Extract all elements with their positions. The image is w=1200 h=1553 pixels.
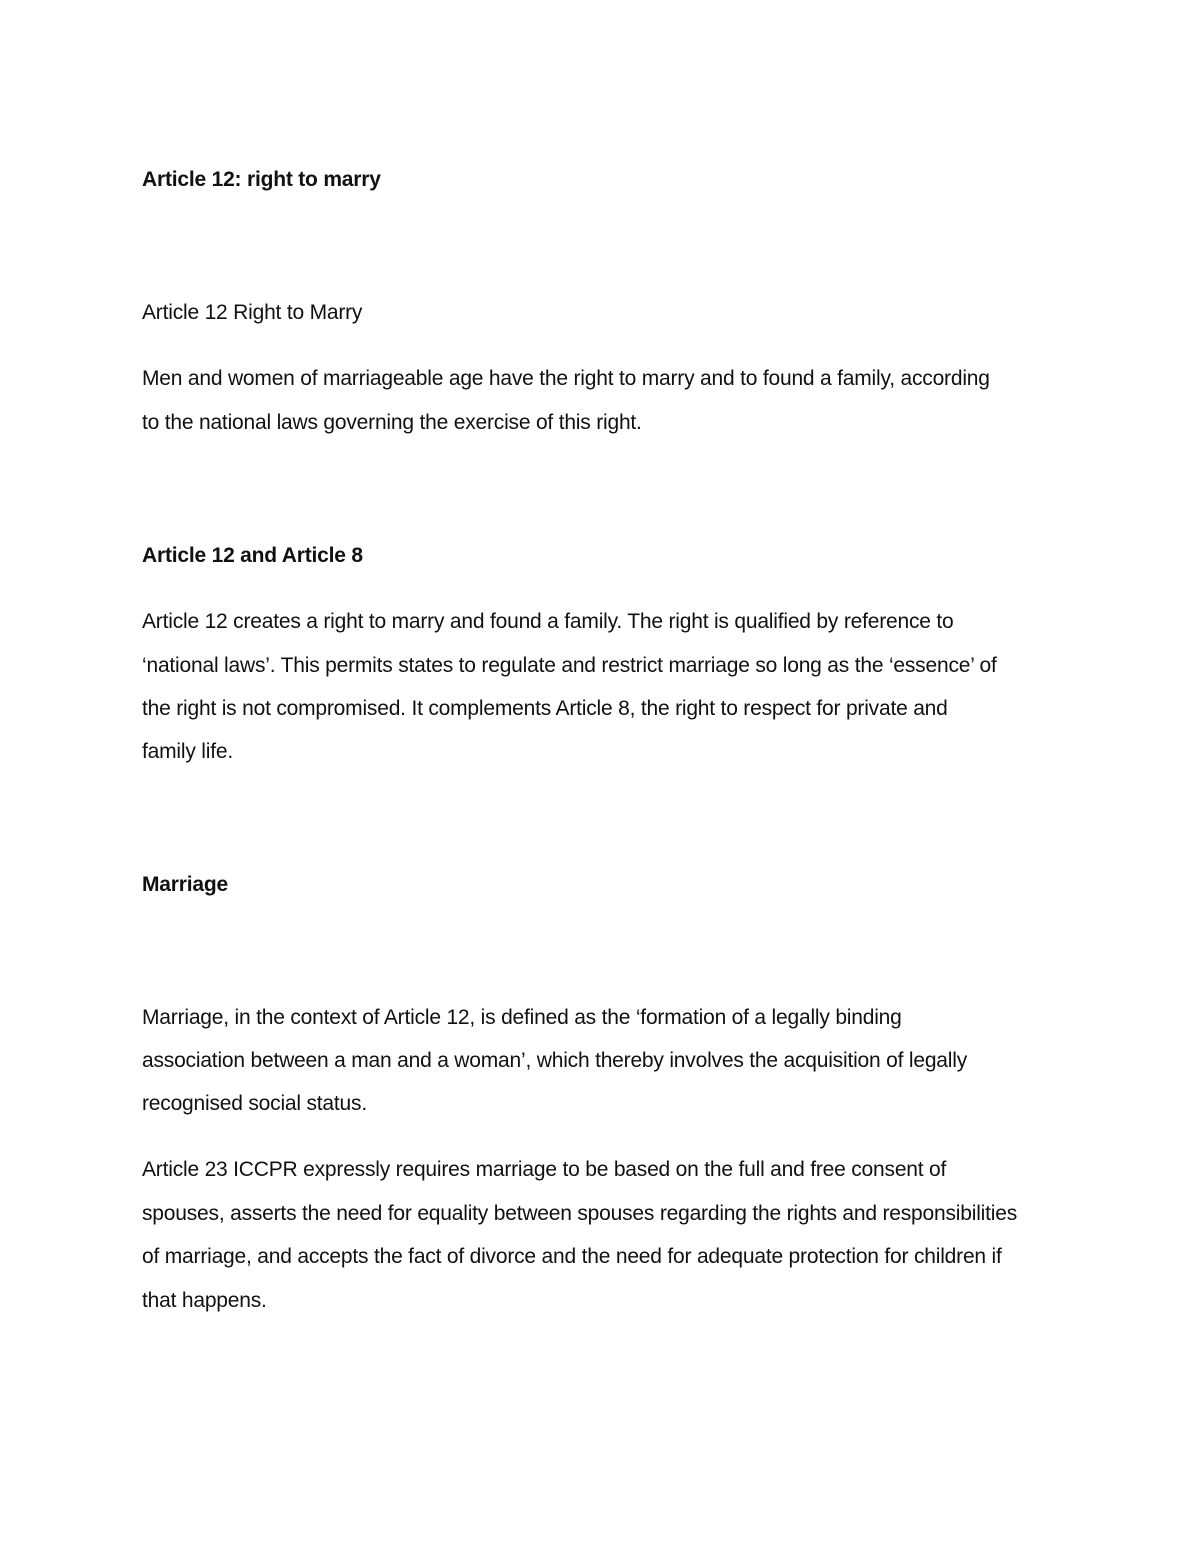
paragraph-line: Article 23 ICCPR expressly requires marriage to be based on the full and free consent of	[142, 1158, 947, 1181]
paragraph-line: association between a man and a woman’, which thereby involves the acquisition of legally	[142, 1049, 968, 1072]
paragraph-line: the right is not compromised. It complements Article 8, the right to respect for private and	[142, 697, 948, 720]
section-heading-marriage: Marriage	[142, 873, 228, 896]
document-title: Article 12: right to marry	[142, 168, 381, 191]
paragraph-line: of marriage, and accepts the fact of divorce and the need for adequate protection for children if	[142, 1245, 1002, 1268]
paragraph-line: Marriage, in the context of Article 12, is defined as the ‘formation of a legally binding	[142, 1006, 902, 1029]
paragraph-line: Article 12 creates a right to marry and found a family. The right is qualified by reference to	[142, 610, 954, 633]
paragraph-line: Men and women of marriageable age have the right to marry and to found a family, according	[142, 367, 990, 390]
section-heading-right-to-marry: Article 12 Right to Marry	[142, 301, 363, 324]
paragraph-line: that happens.	[142, 1289, 267, 1312]
paragraph-line: recognised social status.	[142, 1092, 367, 1115]
paragraph-line: ‘national laws’. This permits states to regulate and restrict marriage so long as the ‘essence’ of	[142, 654, 997, 677]
paragraph-line: spouses, asserts the need for equality between spouses regarding the rights and responsibilities	[142, 1202, 1018, 1225]
paragraph-line: to the national laws governing the exercise of this right.	[142, 411, 642, 434]
paragraph-line: family life.	[142, 740, 233, 763]
section-heading-article-12-and-8: Article 12 and Article 8	[142, 544, 363, 567]
